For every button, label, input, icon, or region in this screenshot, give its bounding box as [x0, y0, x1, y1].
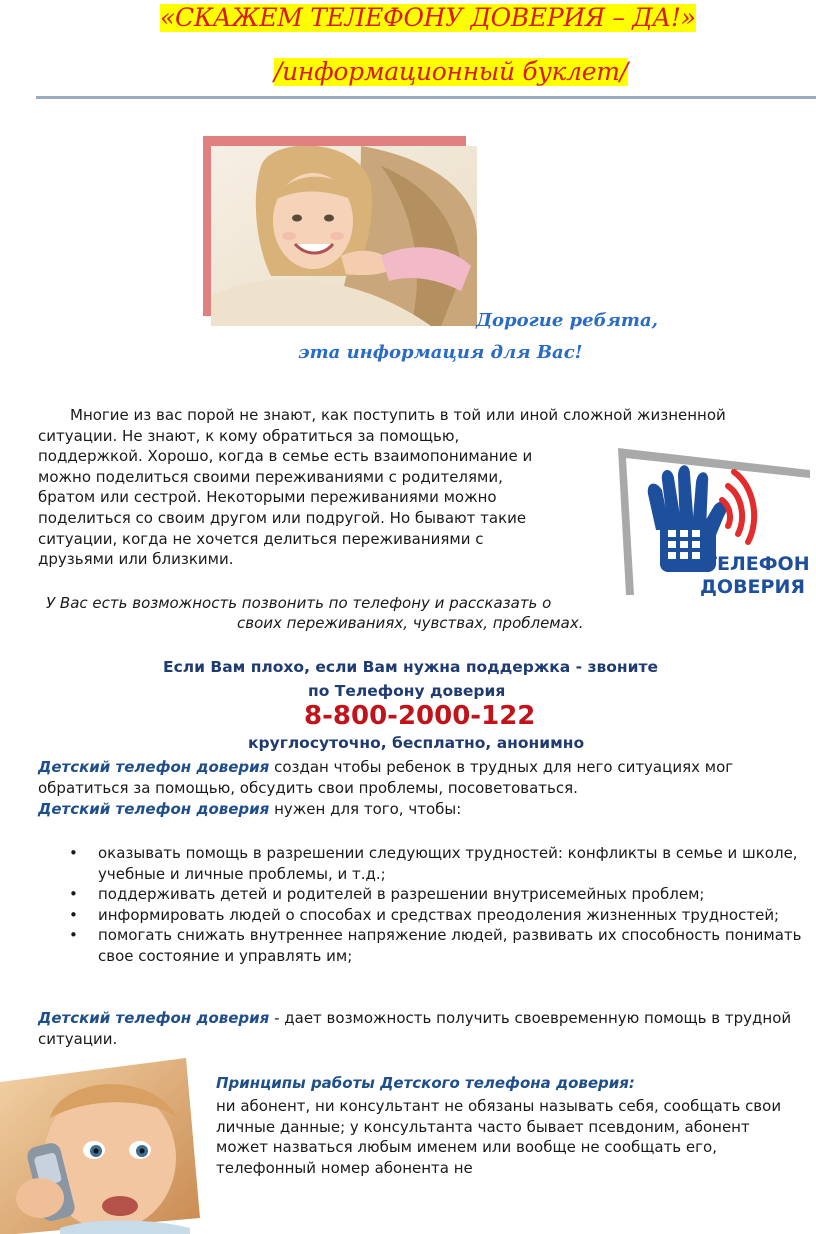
bullet-icon: •	[69, 885, 78, 904]
paragraph-text: создан чтобы ребенок в трудных для него ситуациях мог обратиться за помощью, обсудить свои проблемы, посоветоваться.	[38, 758, 734, 797]
call-line-3: круглосуточно, бесплатно, анонимно	[248, 734, 585, 752]
chance-line-1: У Вас есть возможность позвонить по телефону и рассказать о	[46, 594, 552, 612]
list-item	[38, 925, 808, 966]
term-helpline: Детский телефон доверия	[38, 1009, 270, 1027]
logo-line-1: ТЕЛЕФОН	[704, 553, 810, 575]
list-item	[38, 884, 808, 905]
helpline-logo	[604, 430, 816, 610]
header-divider	[36, 96, 816, 99]
intro-line: ситуации. Не знают, к кому обратиться за помощью,	[38, 426, 460, 445]
greeting-line-2: эта информация для Вас!	[298, 342, 583, 363]
greeting-line-1: Дорогие ребята,	[476, 310, 658, 331]
intro-line: братом или сестрой. Некоторыми переживаниями можно	[38, 488, 497, 507]
photo-girl-hugging	[211, 146, 477, 326]
paragraph-opportunity	[38, 1008, 808, 1049]
bullet-icon: •	[69, 926, 78, 945]
bullet-icon: •	[69, 844, 78, 862]
list-item-text: оказывать помощь в разрешении следующих трудностей: конфликты в семье и школе, учебные и личные проблемы, и т.д.;	[98, 844, 798, 883]
booklet-subtitle: /информационный буклет/	[274, 57, 628, 86]
principles-text: ни абонент, ни консультант не обязаны называть себя, сообщать свои личные данные; у консультанта часто бывает псевдоним, абонент может назваться любым именем или вообще не сообщать его, телефонный номер абонента не	[216, 1097, 782, 1177]
list-item	[38, 905, 808, 926]
intro-line: Многие из вас порой не знают, как поступить в той или иной сложной жизненной	[70, 406, 726, 424]
intro-line: ситуации, когда не хочется делиться переживаниями с	[38, 529, 484, 548]
list-item-text: помогать снижать внутреннее напряжение людей, развивать их способность понимать свое состояние и управлять им;	[98, 926, 802, 965]
intro-line: можно поделиться своими переживаниями с родителями,	[38, 467, 503, 486]
term-helpline: Детский телефон доверия	[38, 800, 270, 818]
logo-line-2: ДОВЕРИЯ	[700, 576, 805, 598]
intro-line: друзьями или близкими.	[38, 550, 234, 569]
paragraph-created	[38, 757, 813, 798]
helpline-phone-number: 8-800-2000-122	[304, 701, 536, 731]
call-line-1: Если Вам плохо, если Вам нужна поддержка - звоните	[163, 658, 658, 676]
photo-child-on-phone	[0, 1058, 200, 1234]
chance-line-2: своих переживаниях, чувствах, проблемах.	[237, 614, 584, 632]
paragraph-text: - дает возможность получить своевременную помощь в трудной ситуации.	[38, 1009, 792, 1048]
list-item	[38, 843, 808, 884]
term-helpline: Детский телефон доверия	[38, 758, 270, 776]
intro-line: поддержкой. Хорошо, когда в семье есть взаимопонимание и	[38, 447, 533, 466]
bullet-icon: •	[69, 905, 78, 924]
purpose-list	[38, 843, 808, 967]
call-line-2: по Телефону доверия	[308, 682, 506, 700]
principles-title: Принципы работы Детского телефона доверия:	[216, 1074, 635, 1092]
paragraph-needed	[38, 799, 813, 820]
booklet-title: «СКАЖЕМ ТЕЛЕФОНУ ДОВЕРИЯ – ДА!»	[160, 3, 696, 32]
list-item-text: информировать людей о способах и средствах преодоления жизненных трудностей;	[98, 905, 780, 924]
paragraph-text: нужен для того, чтобы:	[269, 800, 462, 818]
intro-line: поделиться со своим другом или подругой. Но бывают такие	[38, 508, 527, 527]
list-item-text: поддерживать детей и родителей в разрешении внутрисемейных проблем;	[98, 885, 705, 904]
